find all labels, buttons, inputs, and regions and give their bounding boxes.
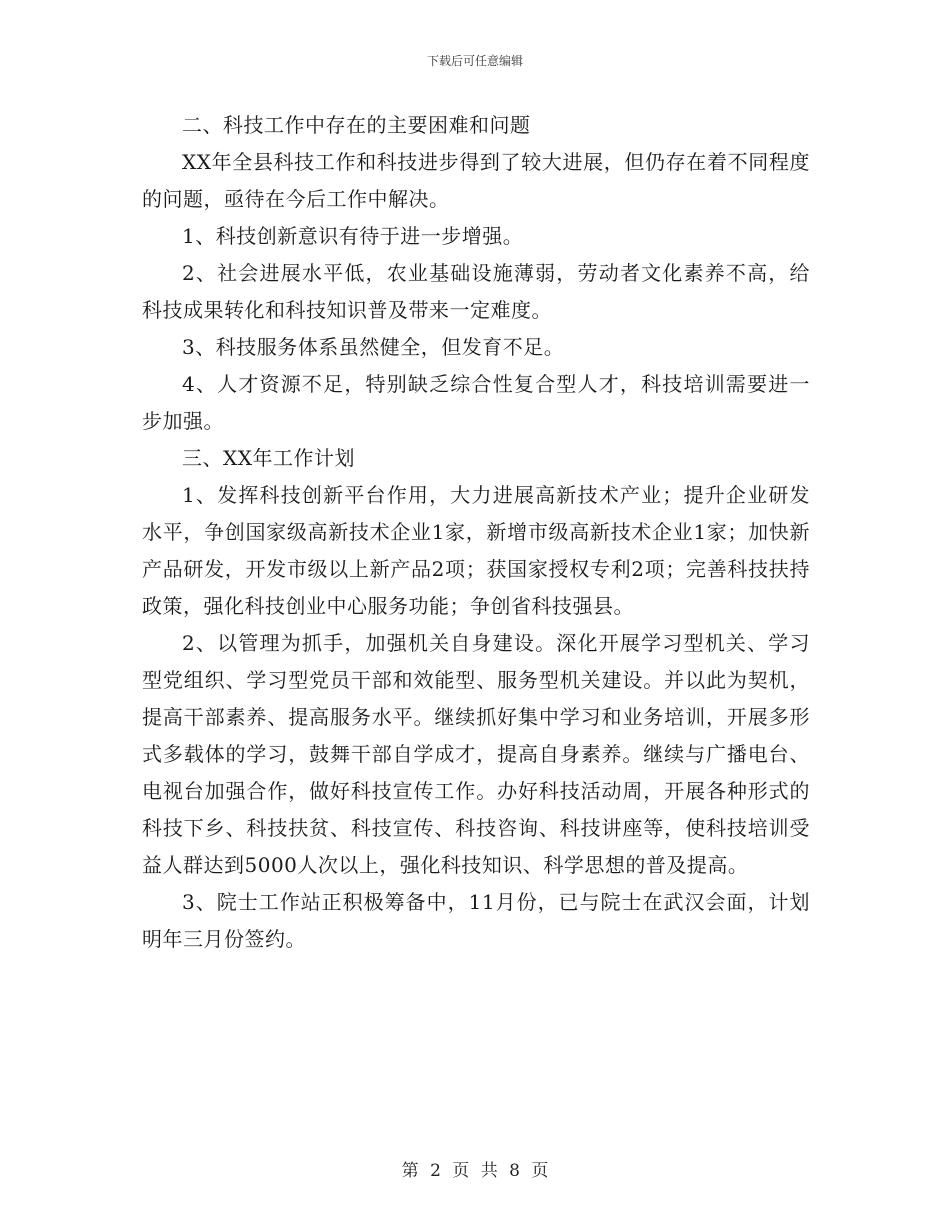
- problem-item-1: 1、科技创新意识有待于进一步增强。: [182, 224, 524, 248]
- problem-item-2: 2、社会进展水平低，农业基础设施薄弱，劳动者文化素养不高，给科技成果转化和科技知识普及带来一定难度。: [142, 261, 810, 322]
- document-body: [142, 107, 810, 958]
- plan-item-2: 2、以管理为抓手，加强机关自身建设。深化开展学习型机关、学习型党组织、学习型党员干部和效能型、服务型机关建设。并以此为契机，提高干部素养、提高服务水平。继续抓好集中学习和业务培训，开展多形式多载体的学习，鼓舞干部自学成才，提高自身素养。继续与广播电台、电视台加强合作，做好科技宣传工作。办好科技活动周，开展各种形式的科技下乡、科技扶贫、科技宣传、科技咨询、科技讲座等，使科技培训受益人群达到5000人次以上，强化科技知识、科学思想的普及提高。: [142, 631, 810, 877]
- page-number: 第 2 页 共 8 页: [401, 1161, 549, 1181]
- plan-item-3: 3、院士工作站正积极筹备中，11月份，已与院士在武汉会面，计划明年三月份签约。: [142, 890, 810, 951]
- section-heading-problems: 二、科技工作中存在的主要困难和问题: [182, 113, 531, 137]
- paragraph-intro: XX年全县科技工作和科技进步得到了较大进展，但仍存在着不同程度的问题，亟待在今后工作中解决。: [142, 150, 810, 211]
- plan-item-1: 1、发挥科技创新平台作用，大力进展高新技术产业；提升企业研发水平，争创国家级高新技术企业1家，新增市级高新技术企业1家；加快新产品研发，开发市级以上新产品2项；获国家授权专利2项；完善科技扶持政策，强化科技创业中心服务功能；争创省科技强县。: [142, 483, 810, 618]
- page-header-note: 下载后可任意编辑: [426, 54, 523, 68]
- problem-item-4: 4、人才资源不足，特别缺乏综合性复合型人才，科技培训需要进一步加强。: [142, 372, 810, 433]
- problem-item-3: 3、科技服务体系虽然健全，但发育不足。: [182, 335, 565, 359]
- section-heading-plan: 三、XX年工作计划: [182, 446, 355, 470]
